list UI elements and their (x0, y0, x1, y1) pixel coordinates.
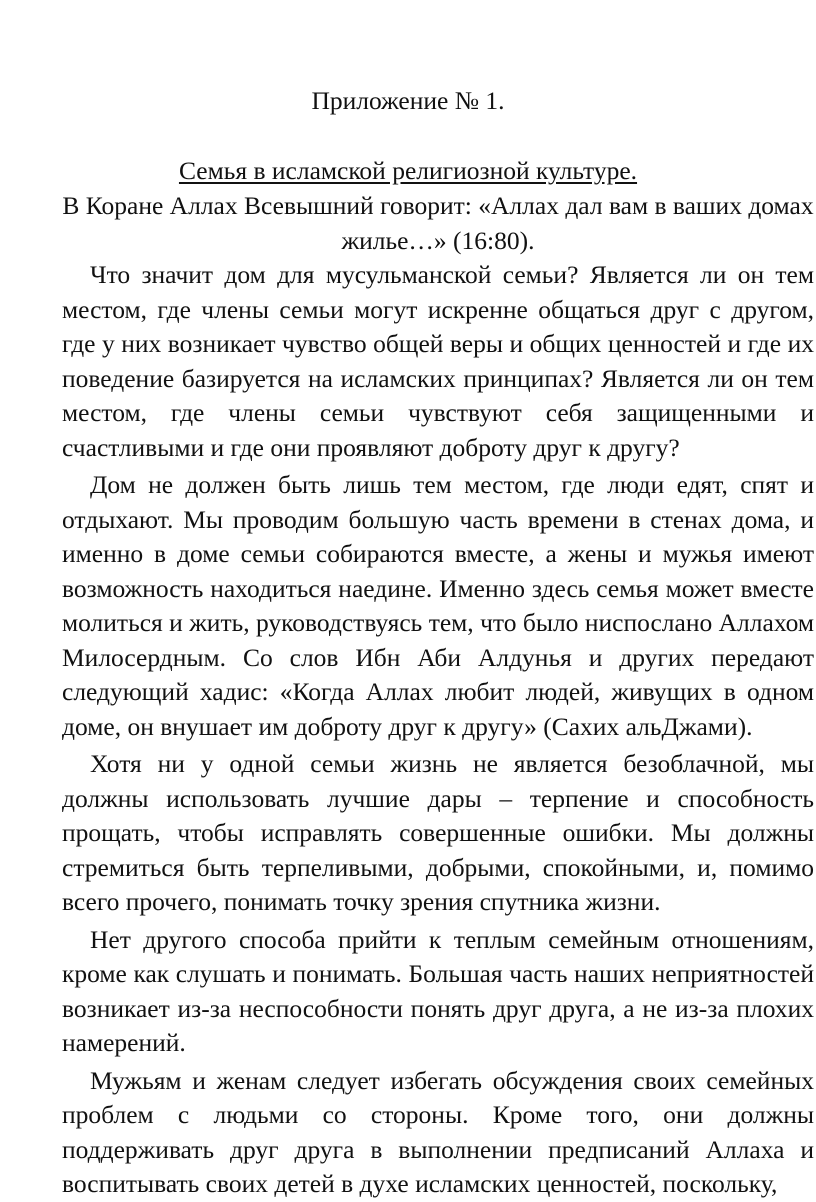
paragraph-5: Мужьям и женам следует избегать обсуждения своих семейных проблем с людьми со стороны. Кроме того, они должны поддерживать друг друга в выполнении предписаний Аллаха и воспитывать своих детей в духе исламских ценностей, поскольку, (62, 1065, 814, 1198)
paragraph-3: Хотя ни у одной семьи жизнь не является безоблачной, мы должны использовать лучшие дары – терпение и способность прощать, чтобы исправлять совершенные ошибки. Мы должны стремиться быть терпеливыми, добрыми, спокойными, и, помимо всего прочего, понимать точку зрения спутника жизни. (62, 749, 814, 916)
section-title-wrapper (0, 154, 816, 189)
appendix-title: Приложение № 1. (311, 86, 505, 115)
paragraph-4: Нет другого способа прийти к теплым семейным отношениям, кроме как слушать и понимать. Большая часть наших неприятностей возникает из-за неспособности понять друг друга, а не из-за плохих намерений. (62, 924, 814, 1057)
section-title: Семья в исламской религиозной культуре. (178, 156, 638, 185)
paragraph-2: Дом не должен быть лишь тем местом, где люди едят, спят и отдыхают. Мы проводим большую часть времени в стенах дома, и именно в доме семьи собираются вместе, а жены и мужья имеют возможность находиться наедине. Именно здесь семья может вместе молиться и жить, руководствуясь тем, что было ниспослано Аллахом Милосердным. Со слов Ибн Аби Алдунья и других передают следующий хадис: «Когда Аллах любит людей, живущих в одном доме, он внушает им доброту друг к другу» (Сахих альДжами). (62, 470, 814, 741)
paragraph-1: Что значит дом для мусульманской семьи? Является ли он тем местом, где члены семьи могут искренне общаться друг с другом, где у них возникает чувство общей веры и общих ценностей и где их поведение базируется на исламских принципах? Является ли он тем местом, где члены семьи чувствуют себя защищенными и счастливыми и где они проявляют доброту друг к другу? (62, 260, 814, 462)
document-body (62, 189, 814, 1202)
epigraph-quote: В Коране Аллах Всевышний говорит: «Аллах дал вам в ваших домах жилье…» (16:80). (62, 191, 814, 255)
